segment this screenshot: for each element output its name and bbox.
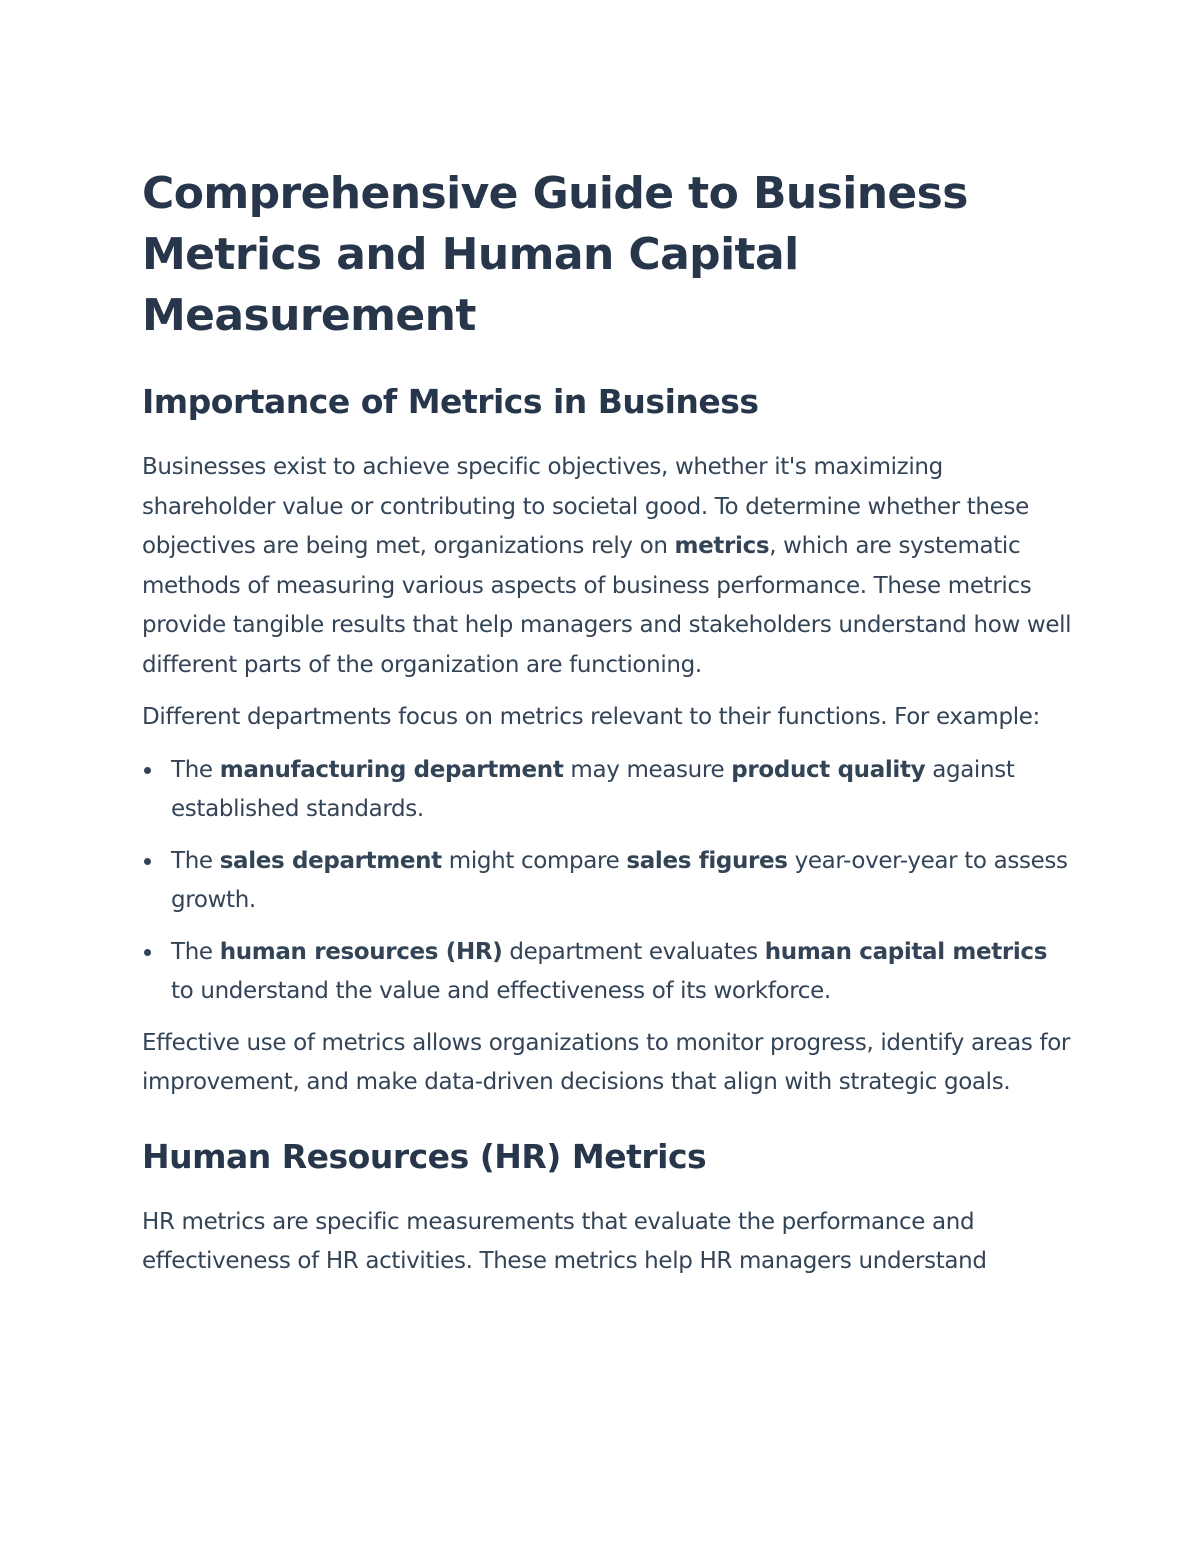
text-span: against established standards. [171, 756, 1015, 822]
text-span: The [171, 847, 220, 874]
paragraph-departments: Different departments focus on metrics relevant to their functions. For example: [142, 704, 1040, 730]
text-span: might compare [441, 847, 627, 874]
bullet-icon [144, 949, 151, 956]
section-heading-hr-metrics: Human Resources (HR) Metrics [142, 1136, 707, 1176]
paragraph-hr-metrics: HR metrics are specific measurements that evaluate the performance and effectiveness of HR activities. These metrics help HR managers understand [142, 1208, 987, 1274]
bold-term: sales department [219, 847, 442, 874]
paragraph-effective-use: Effective use of metrics allows organizations to monitor progress, identify areas for improvement, and make data-driven decisions that align with strategic goals. [142, 1029, 1071, 1095]
bullet-icon [144, 858, 151, 865]
paragraph-intro [142, 448, 1072, 685]
bold-term: human resources (HR) [219, 938, 503, 965]
text-span: Businesses exist to achieve specific objectives, whether it's maximizing shareholder value or contributing to societal good. To determine whether these objectives are being met, organizations rely on [142, 454, 1029, 559]
text-span: The [171, 756, 220, 783]
bold-term: manufacturing department [219, 756, 564, 783]
document-title: Comprehensive Guide to Business Metrics and Human Capital Measurement [142, 168, 968, 341]
text-span: The [171, 938, 220, 965]
bold-term: sales figures [626, 847, 788, 874]
text-span: year-over-year to assess growth. [171, 847, 1068, 913]
list-item [142, 933, 1072, 1012]
text-span: to understand the value and effectiveness of its workforce. [171, 978, 831, 1004]
document-page [142, 163, 1072, 1282]
list-item [142, 842, 1072, 921]
bold-term-metrics: metrics [674, 533, 770, 559]
bold-term: human capital metrics [764, 938, 1048, 965]
department-list [142, 751, 1072, 1012]
section-heading-importance: Importance of Metrics in Business [142, 382, 759, 421]
bullet-icon [144, 767, 151, 774]
text-span: department evaluates [502, 938, 765, 965]
bold-term: product quality [731, 756, 926, 783]
list-item [142, 751, 1072, 830]
text-span: may measure [563, 756, 732, 783]
text-span: , which are systematic methods of measuring various aspects of business performance. These metrics provide tangible results that help managers and stakeholders understand how well different parts of the organization are functioning. [142, 533, 1072, 678]
